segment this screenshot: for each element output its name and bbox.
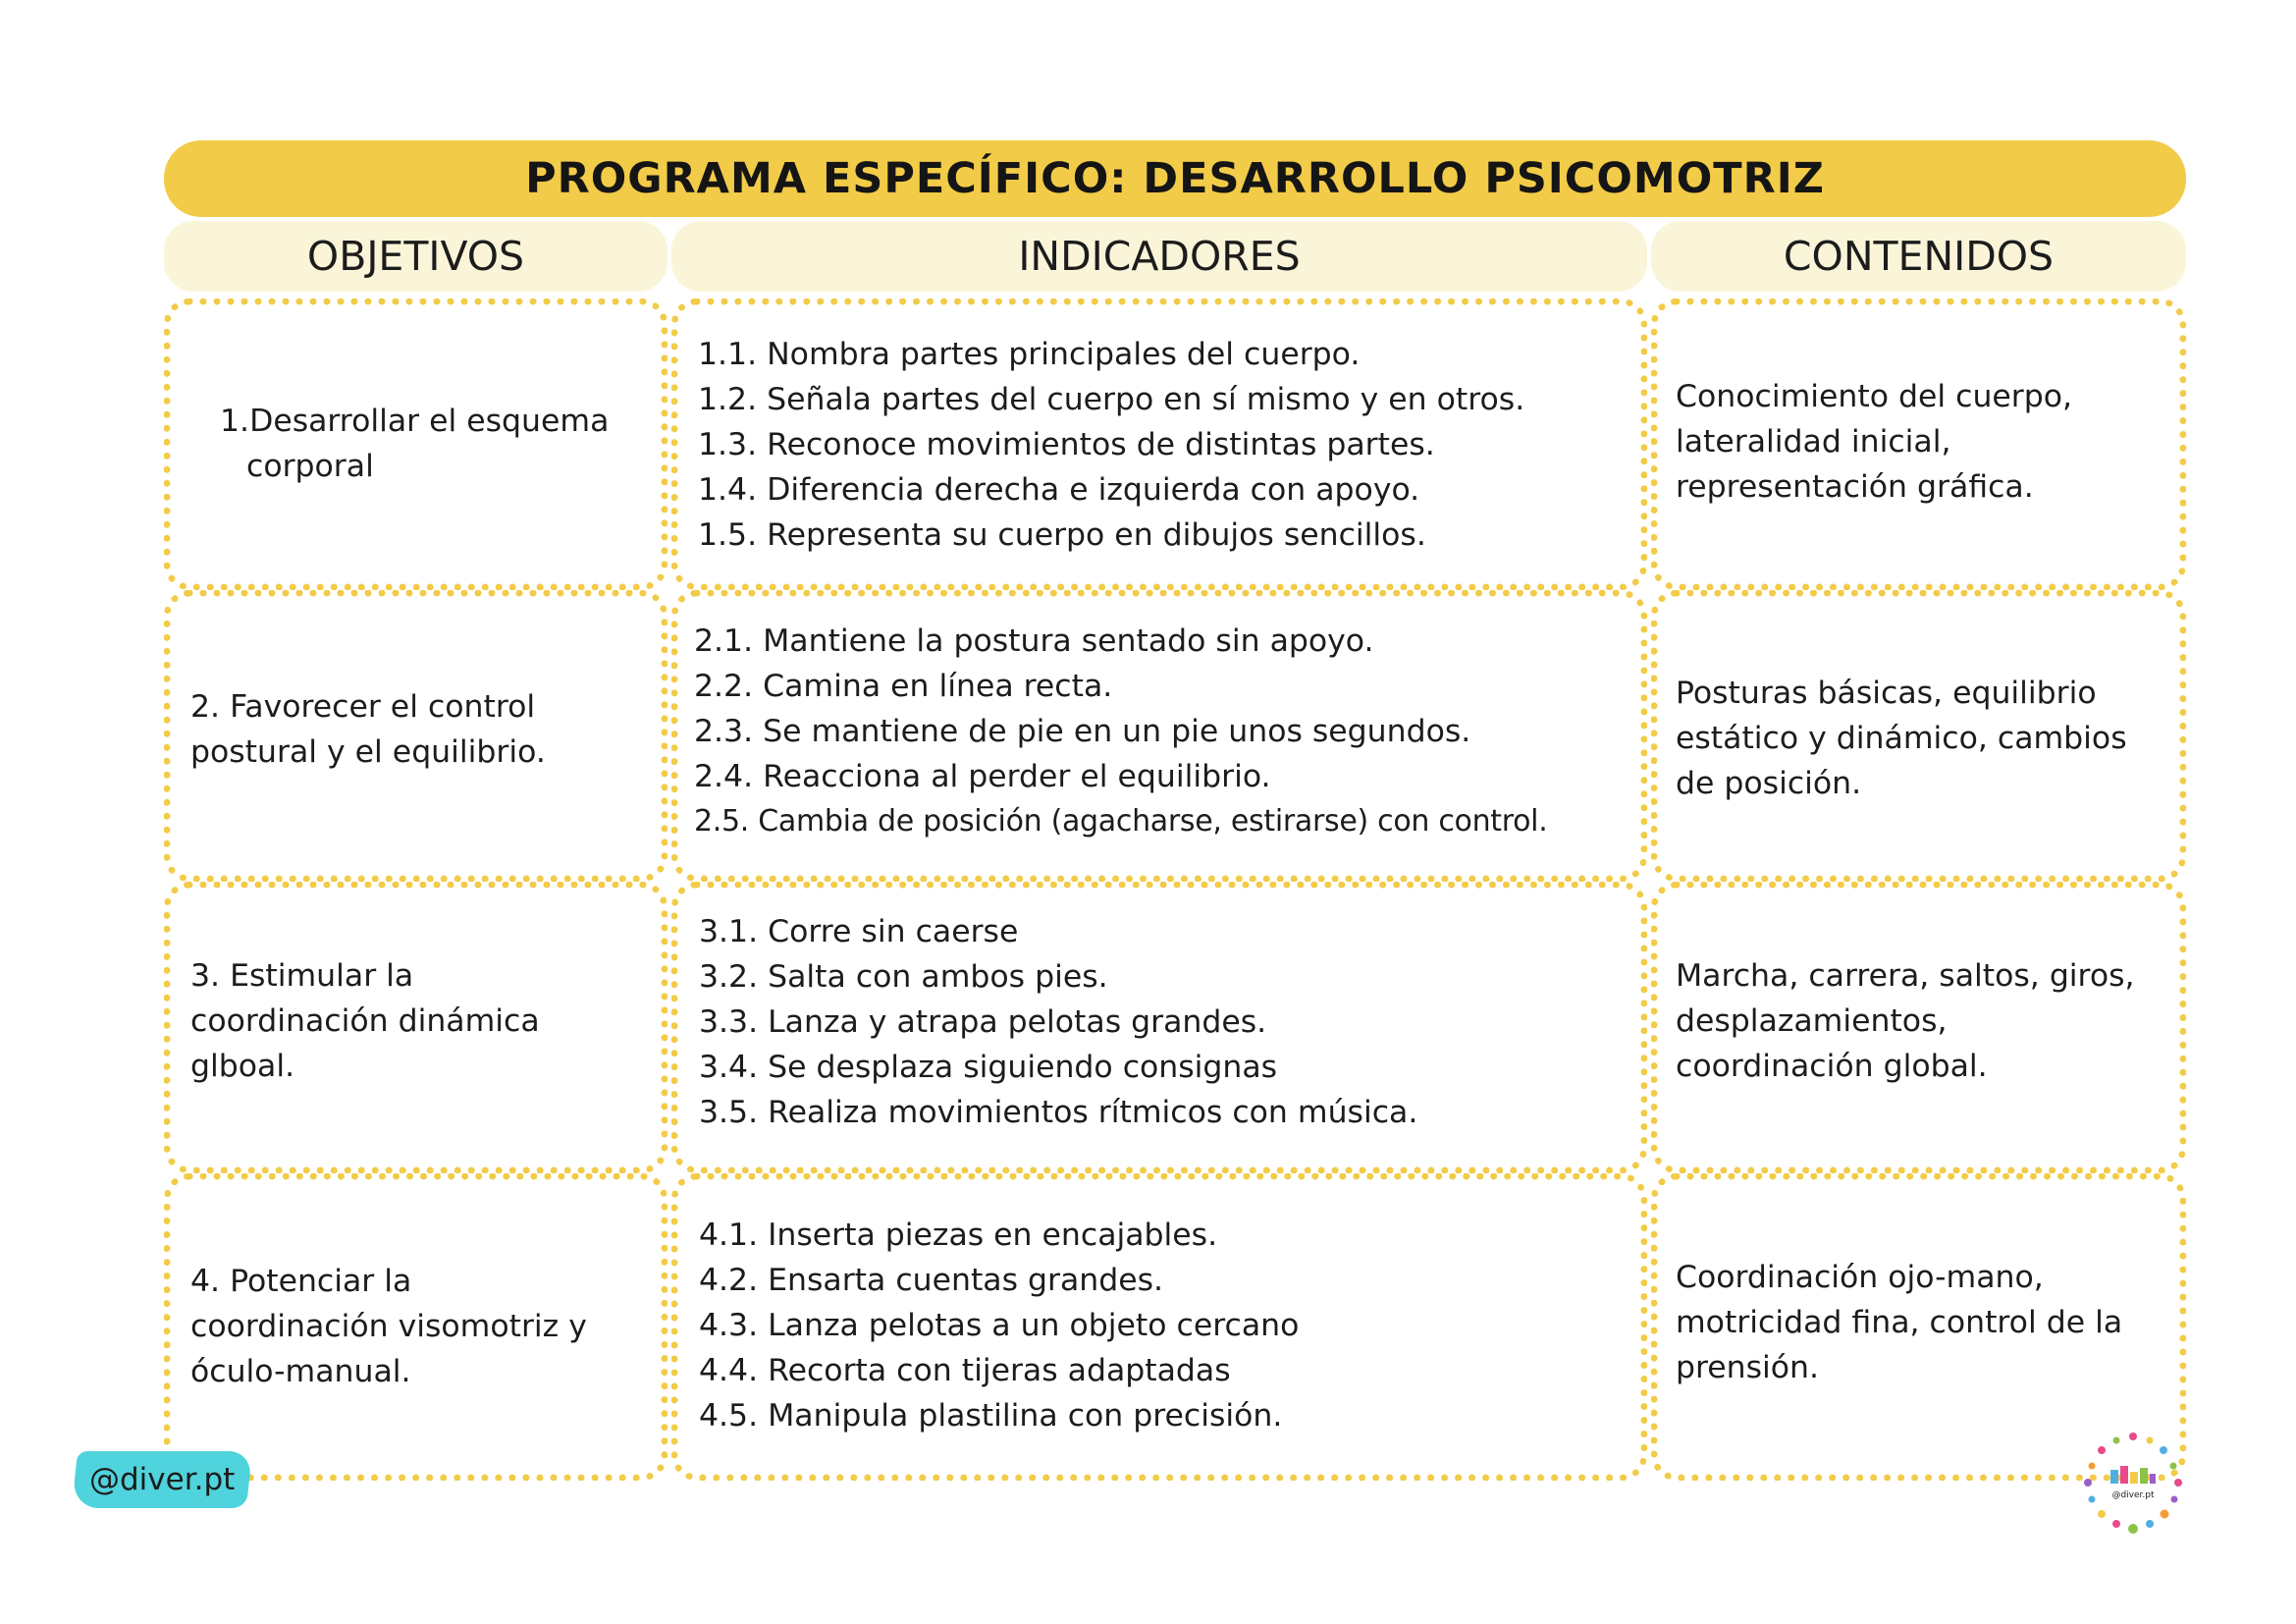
header-contenidos-label: CONTENIDOS [1783,233,2055,280]
page-title: PROGRAMA ESPECÍFICO: DESARROLLO PSICOMOTRIZ [525,154,1825,203]
objective-cell-2 [164,590,667,882]
content-line: Marcha, carrera, saltos, giros, [1676,958,2135,994]
objective-number-1: 1. [220,404,250,439]
content-line: Conocimiento del cuerpo, [1676,379,2073,414]
indicator-item: 1.5. Representa su cuerpo en dibujos sencillos. [698,517,1426,553]
content-line: Posturas básicas, equilibrio [1676,676,2097,711]
indicator-item: 4.1. Inserta piezas en encajables. [699,1218,1218,1253]
watermark-text: @diver.pt [88,1462,236,1497]
header-indicadores-label: INDICADORES [1018,233,1301,280]
header-indicadores [671,221,1647,292]
content-cell-1 [1651,298,2186,590]
indicator-item: 2.4. Reacciona al perder el equilibrio. [694,759,1271,794]
indicator-item: 4.2. Ensarta cuentas grandes. [699,1263,1164,1298]
content-line: representación gráfica. [1676,469,2034,505]
objective-text-4 [190,1259,587,1394]
brand-logo-icon [2079,1429,2187,1537]
content-cell-2 [1651,590,2186,882]
indicator-item: 1.1. Nombra partes principales del cuerpo. [698,337,1361,372]
indicator-list-1 [698,332,1524,558]
indicator-item: 2.1. Mantiene la postura sentado sin apoyo. [694,623,1374,659]
objective-line: glboal. [190,1049,295,1084]
indicator-item: 2.2. Camina en línea recta. [694,669,1113,704]
content-text-1 [1676,374,2072,510]
objective-text-1 [220,399,609,489]
indicator-item: 3.4. Se desplaza siguiendo consignas [699,1050,1278,1085]
objective-line: coordinación dinámica [190,1003,540,1039]
indicator-list-2 [694,619,1547,844]
objective-line: corporal [246,449,374,484]
objective-line: 3. Estimular la [190,958,414,994]
brand-logo [2079,1429,2187,1537]
objective-text-3 [190,953,540,1089]
content-line: lateralidad inicial, [1676,424,1951,460]
content-line: estático y dinámico, cambios [1676,721,2127,756]
objective-line: Desarrollar el esquema [249,404,610,439]
objective-line: 2. Favorecer el control [190,689,536,725]
indicator-item: 1.2. Señala partes del cuerpo en sí mismo y en otros. [698,382,1525,417]
indicator-list-3 [699,909,1417,1135]
content-line: Coordinación ojo-mano, [1676,1260,2044,1295]
indicator-item: 1.3. Reconoce movimientos de distintas partes. [698,427,1435,462]
indicator-item: 3.5. Realiza movimientos rítmicos con música. [699,1095,1418,1130]
indicator-cell-3 [671,882,1647,1173]
objective-line: 4. Potenciar la [190,1264,412,1299]
header-contenidos [1651,221,2186,292]
content-text-3 [1676,953,2135,1089]
objective-line: óculo-manual. [190,1354,411,1389]
indicator-item: 4.5. Manipula plastilina con precisión. [699,1398,1283,1434]
indicator-list-4 [699,1213,1299,1438]
objective-cell-3 [164,882,667,1173]
indicator-item: 2.3. Se mantiene de pie en un pie unos segundos. [694,714,1471,749]
content-line: de posición. [1676,766,1862,801]
objective-cell-4 [164,1173,667,1481]
indicator-cell-2 [671,590,1647,882]
indicator-item: 4.4. Recorta con tijeras adaptadas [699,1353,1231,1388]
content-line: motricidad fina, control de la [1676,1305,2123,1340]
indicator-item: 1.4. Diferencia derecha e izquierda con apoyo. [698,472,1420,508]
objective-line: coordinación visomotriz y [190,1309,587,1344]
indicator-item: 3.2. Salta con ambos pies. [699,959,1108,995]
indicator-item: 3.1. Corre sin caerse [699,914,1019,949]
objective-text-2 [190,684,546,775]
content-text-2 [1676,671,2127,806]
indicator-item: 4.3. Lanza pelotas a un objeto cercano [699,1308,1300,1343]
watermark-badge [72,1451,252,1508]
content-cell-3 [1651,882,2186,1173]
content-line: coordinación global. [1676,1049,1988,1084]
title-banner [164,140,2186,217]
objective-line: postural y el equilibrio. [190,734,546,770]
indicator-item: 2.5. Cambia de posición (agacharse, estirarse) con control. [694,804,1548,839]
content-line: prensión. [1676,1350,1820,1385]
header-objetivos-label: OBJETIVOS [306,233,525,280]
indicator-cell-4 [671,1173,1647,1481]
indicator-cell-1 [671,298,1647,590]
objective-cell-1 [164,298,667,590]
content-text-4 [1676,1255,2122,1390]
header-objetivos [164,221,667,292]
indicator-item: 3.3. Lanza y atrapa pelotas grandes. [699,1004,1267,1040]
logo-text: @diver.pt [2111,1490,2155,1500]
content-line: desplazamientos, [1676,1003,1948,1039]
